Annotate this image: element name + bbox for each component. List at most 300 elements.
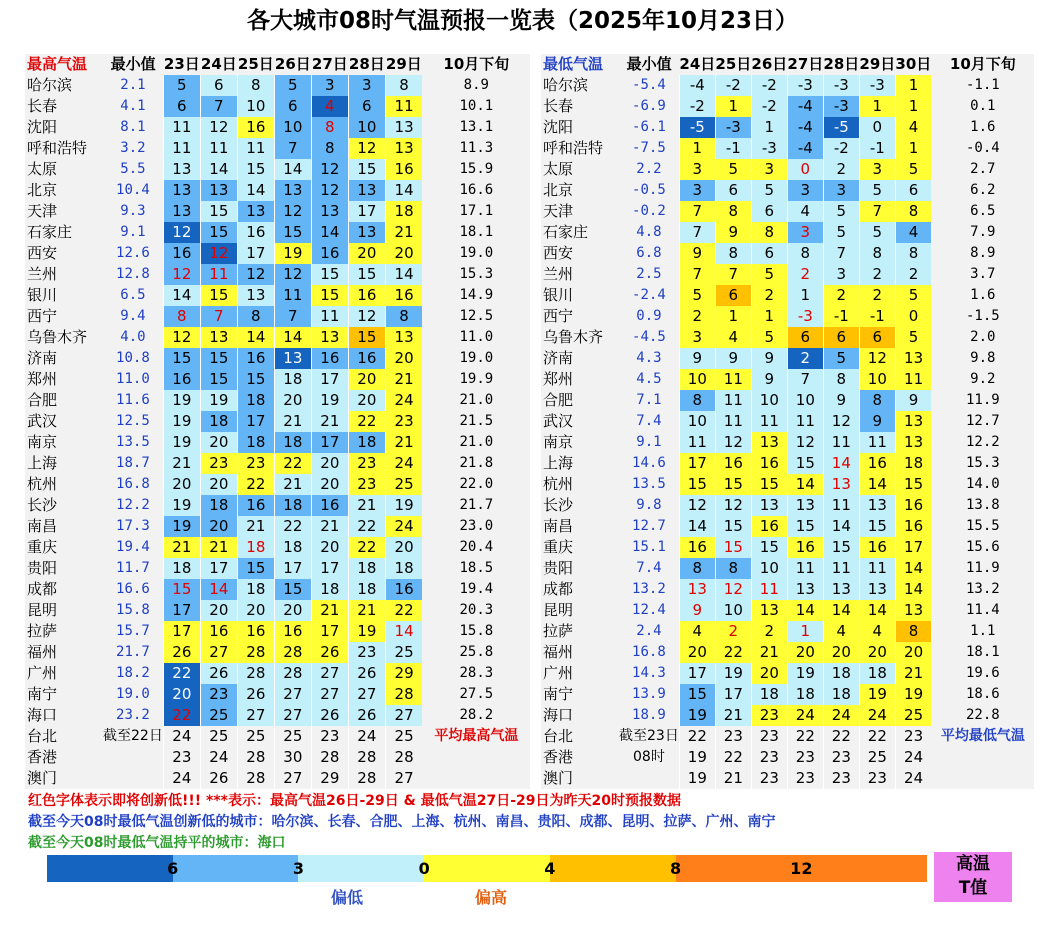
temp-cell: 25 <box>385 642 422 663</box>
min-note <box>619 768 679 789</box>
temp-cell: 7 <box>859 201 895 222</box>
temp-cell: 23 <box>348 453 385 474</box>
temp-cell: 12 <box>274 201 311 222</box>
min-value: 15.8 <box>103 600 163 621</box>
temp-cell: 17 <box>311 621 348 642</box>
temp-cell: 11 <box>385 96 422 117</box>
city-name: 合肥 <box>541 390 619 411</box>
temp-cell: 21 <box>274 474 311 495</box>
city-name: 北京 <box>541 180 619 201</box>
temp-cell: 6 <box>823 327 859 348</box>
temp-cell: 1 <box>895 138 931 159</box>
temp-cell: 17 <box>311 432 348 453</box>
temp-cell: 14 <box>787 600 823 621</box>
temp-cell: 15 <box>787 453 823 474</box>
temp-cell: 23 <box>348 642 385 663</box>
temp-cell: 1 <box>751 117 787 138</box>
temp-cell: 13 <box>787 495 823 516</box>
temp-cell: 15 <box>200 222 237 243</box>
temp-cell: 13 <box>385 327 422 348</box>
temp-cell: 15 <box>751 474 787 495</box>
temp-cell: 23 <box>751 747 787 768</box>
temp-cell: 18 <box>385 201 422 222</box>
temp-cell: 20 <box>385 348 422 369</box>
table-row <box>25 432 530 453</box>
min-value: 15.1 <box>619 537 679 558</box>
table-header-day: 26日 <box>751 55 788 73</box>
color-legend <box>47 855 927 882</box>
temp-cell: 8 <box>715 201 751 222</box>
temp-cell: 23 <box>823 747 859 768</box>
late-october-avg: 22.8 <box>931 705 1034 726</box>
temp-cell: 27 <box>274 684 311 705</box>
table-row <box>25 600 530 621</box>
legend-tick: 4 <box>544 859 556 878</box>
table-header-day: 28日 <box>823 55 860 73</box>
temp-cell: 12 <box>163 222 200 243</box>
late-october-avg: 14.0 <box>931 474 1034 495</box>
temp-cell: 25 <box>237 726 274 747</box>
temp-cell: 0 <box>895 306 931 327</box>
temp-cell: 5 <box>823 201 859 222</box>
min-value: 13.2 <box>619 579 679 600</box>
late-october-avg: 15.3 <box>422 264 530 285</box>
temp-cell: 17 <box>237 243 274 264</box>
temp-cell: 20 <box>385 537 422 558</box>
temp-cell: 20 <box>348 243 385 264</box>
temp-cell: 16 <box>163 243 200 264</box>
temp-cell: 14 <box>311 222 348 243</box>
table-row <box>25 768 530 789</box>
temp-cell: 24 <box>823 705 859 726</box>
table-row <box>541 243 1034 264</box>
city-name: 海口 <box>541 705 619 726</box>
late-october-avg: 21.0 <box>422 390 530 411</box>
temp-cell: 16 <box>385 579 422 600</box>
temp-cell: 14 <box>823 516 859 537</box>
temp-cell: 7 <box>679 264 715 285</box>
watermark <box>735 890 1035 918</box>
city-name: 杭州 <box>541 474 619 495</box>
temp-cell: 16 <box>385 285 422 306</box>
temp-cell: 2 <box>787 348 823 369</box>
temp-cell: 13 <box>895 411 931 432</box>
temp-cell: 23 <box>787 747 823 768</box>
temp-cell: 26 <box>163 642 200 663</box>
min-value: 3.2 <box>103 138 163 159</box>
table-row <box>25 327 530 348</box>
temp-cell: 15 <box>200 201 237 222</box>
table-row <box>541 642 1034 663</box>
temp-cell: 25 <box>385 726 422 747</box>
temp-cell: 9 <box>715 222 751 243</box>
temp-cell: 16 <box>237 495 274 516</box>
temp-cell: 9 <box>859 411 895 432</box>
temp-cell: 26 <box>200 768 237 789</box>
city-name: 重庆 <box>25 537 103 558</box>
temp-cell: 2 <box>823 159 859 180</box>
temp-cell: 26 <box>311 705 348 726</box>
temp-cell: 20 <box>237 600 274 621</box>
table-header-day: 29日 <box>859 55 896 73</box>
temp-cell: 16 <box>715 453 751 474</box>
temp-cell: 12 <box>200 243 237 264</box>
table-row <box>25 705 530 726</box>
temp-cell: 6 <box>348 96 385 117</box>
temp-cell: 28 <box>237 663 274 684</box>
temp-cell: 21 <box>715 768 751 789</box>
late-october-avg: 18.5 <box>422 558 530 579</box>
temp-cell: 18 <box>237 390 274 411</box>
legend-tick: 6 <box>167 859 179 878</box>
temp-cell: 13 <box>751 495 787 516</box>
temp-cell: 12 <box>715 579 751 600</box>
temp-cell: 18 <box>751 684 787 705</box>
temp-cell: 27 <box>311 684 348 705</box>
temp-cell: 16 <box>348 285 385 306</box>
temp-cell: 13 <box>823 474 859 495</box>
temp-cell: 15 <box>679 684 715 705</box>
temp-cell: 7 <box>715 264 751 285</box>
late-october-avg: 15.9 <box>422 159 530 180</box>
temp-cell: 23 <box>163 747 200 768</box>
temp-cell: 18 <box>823 684 859 705</box>
late-october-avg: 0.1 <box>931 96 1034 117</box>
table-row <box>25 642 530 663</box>
table-row <box>541 159 1034 180</box>
temp-cell: 12 <box>311 180 348 201</box>
avg-note <box>422 747 530 768</box>
temp-cell: 11 <box>895 369 931 390</box>
temp-cell: 9 <box>679 600 715 621</box>
note-red: 红色字体表示即将创新低!!! ***表示：最高气温26日-29日 & 最低气温27日-29日为昨天20时预报数据 <box>28 793 681 809</box>
temp-cell: 16 <box>311 495 348 516</box>
table-row <box>541 474 1034 495</box>
temp-cell: 23 <box>385 411 422 432</box>
table-row <box>25 747 530 768</box>
temp-cell: 16 <box>237 348 274 369</box>
temp-cell: 6 <box>751 243 787 264</box>
temp-cell: 14 <box>200 159 237 180</box>
temp-cell: 18 <box>237 432 274 453</box>
temp-cell: 23 <box>237 453 274 474</box>
city-name: 西宁 <box>25 306 103 327</box>
temp-cell: 20 <box>200 432 237 453</box>
temp-cell: 5 <box>751 264 787 285</box>
table-row <box>541 537 1034 558</box>
temp-cell: 10 <box>679 411 715 432</box>
temp-cell: 28 <box>237 768 274 789</box>
temp-cell: 29 <box>385 663 422 684</box>
table-row <box>541 579 1034 600</box>
temp-cell: 24 <box>895 768 931 789</box>
late-october-avg: 15.5 <box>931 516 1034 537</box>
temp-cell: 8 <box>895 243 931 264</box>
temp-cell: 21 <box>348 600 385 621</box>
temp-cell: 15 <box>859 516 895 537</box>
temp-cell: 12 <box>679 495 715 516</box>
temp-cell: 22 <box>715 747 751 768</box>
table-row <box>25 558 530 579</box>
temp-cell: 11 <box>787 411 823 432</box>
table-row <box>541 705 1034 726</box>
temp-cell: 22 <box>348 537 385 558</box>
temp-cell: 15 <box>715 537 751 558</box>
temp-cell: 28 <box>274 642 311 663</box>
temp-cell: 17 <box>348 201 385 222</box>
temp-cell: 24 <box>385 516 422 537</box>
table-row <box>541 327 1034 348</box>
temp-cell: 24 <box>163 768 200 789</box>
temp-cell: 23 <box>859 768 895 789</box>
temp-cell: 20 <box>679 642 715 663</box>
min-value: 9.3 <box>103 201 163 222</box>
min-value: 18.9 <box>619 705 679 726</box>
min-value: 18.2 <box>103 663 163 684</box>
temp-cell: 13 <box>237 285 274 306</box>
table-row <box>541 348 1034 369</box>
temp-cell: 16 <box>348 348 385 369</box>
city-name: 太原 <box>541 159 619 180</box>
late-october-avg: 18.1 <box>422 222 530 243</box>
temp-cell: 1 <box>715 96 751 117</box>
temp-cell: 18 <box>311 579 348 600</box>
temp-cell: 4 <box>787 201 823 222</box>
temp-cell: 3 <box>679 159 715 180</box>
temp-cell: 16 <box>237 222 274 243</box>
min-value: -5.4 <box>619 75 679 96</box>
city-name: 贵阳 <box>25 558 103 579</box>
temp-cell: 10 <box>715 600 751 621</box>
temp-cell: 8 <box>859 390 895 411</box>
legend-low-label: 偏低 <box>331 888 364 907</box>
temp-cell: 12 <box>715 495 751 516</box>
temp-cell: 16 <box>274 621 311 642</box>
temp-cell: 13 <box>385 117 422 138</box>
temp-cell: 19 <box>679 705 715 726</box>
late-october-avg: 12.2 <box>931 432 1034 453</box>
temp-cell: 11 <box>237 138 274 159</box>
temp-cell: 11 <box>823 432 859 453</box>
table-row <box>541 621 1034 642</box>
temp-cell: 18 <box>823 663 859 684</box>
temp-cell: 7 <box>200 96 237 117</box>
temp-cell: 19 <box>163 495 200 516</box>
temp-cell: 19 <box>787 663 823 684</box>
table-row <box>25 684 530 705</box>
late-october-avg: 12.5 <box>422 306 530 327</box>
city-name: 重庆 <box>541 537 619 558</box>
temp-cell: 3 <box>679 327 715 348</box>
temp-cell: 19 <box>715 663 751 684</box>
temp-cell: 24 <box>895 747 931 768</box>
avg-note <box>931 747 1034 768</box>
temp-cell: 20 <box>787 642 823 663</box>
temp-cell: 23 <box>311 726 348 747</box>
city-name: 合肥 <box>25 390 103 411</box>
temp-cell: 13 <box>895 600 931 621</box>
temp-cell: 5 <box>859 180 895 201</box>
temp-cell: 14 <box>859 474 895 495</box>
temp-cell: 3 <box>787 180 823 201</box>
temp-cell: 10 <box>787 390 823 411</box>
min-value: 16.8 <box>619 642 679 663</box>
temp-cell: 21 <box>237 516 274 537</box>
temp-cell: 1 <box>895 96 931 117</box>
temp-cell: -4 <box>787 96 823 117</box>
temp-cell: 3 <box>679 180 715 201</box>
table-row <box>541 726 1034 747</box>
temp-cell: 3 <box>348 75 385 96</box>
temp-cell: 5 <box>859 222 895 243</box>
min-value: 13.5 <box>103 432 163 453</box>
late-october-avg: 11.9 <box>931 558 1034 579</box>
temp-cell: 17 <box>163 621 200 642</box>
min-value: 10.8 <box>103 348 163 369</box>
temp-cell: 8 <box>715 243 751 264</box>
avg-note <box>422 768 530 789</box>
temp-cell: 18 <box>895 453 931 474</box>
city-name: 哈尔滨 <box>25 75 103 96</box>
min-value: 4.8 <box>619 222 679 243</box>
temp-cell: 19 <box>274 243 311 264</box>
city-name: 南京 <box>25 432 103 453</box>
temp-cell: 24 <box>163 726 200 747</box>
min-note: 截至22日 <box>103 726 163 747</box>
late-october-avg: 19.4 <box>422 579 530 600</box>
temp-cell: -3 <box>859 75 895 96</box>
temp-cell: 19 <box>163 390 200 411</box>
avg-note: 平均最高气温 <box>422 726 530 747</box>
temp-cell: 12 <box>787 432 823 453</box>
temp-cell: 16 <box>751 516 787 537</box>
temp-cell: 7 <box>274 306 311 327</box>
city-name: 太原 <box>25 159 103 180</box>
temp-cell: 13 <box>237 201 274 222</box>
min-value: 11.6 <box>103 390 163 411</box>
temp-cell: 14 <box>859 600 895 621</box>
temp-cell: 10 <box>679 369 715 390</box>
temp-cell: 11 <box>859 432 895 453</box>
temp-cell: 11 <box>787 558 823 579</box>
city-name: 乌鲁木齐 <box>25 327 103 348</box>
temp-cell: 12 <box>200 117 237 138</box>
temp-cell: 28 <box>348 747 385 768</box>
temp-cell: 13 <box>274 180 311 201</box>
temp-cell: 28 <box>348 768 385 789</box>
min-value: 9.1 <box>103 222 163 243</box>
min-value: 2.5 <box>619 264 679 285</box>
temp-cell: 22 <box>348 516 385 537</box>
min-value: 16.8 <box>103 474 163 495</box>
temp-cell: 16 <box>237 117 274 138</box>
temp-cell: -4 <box>787 138 823 159</box>
temp-cell: 17 <box>679 453 715 474</box>
table-row <box>541 768 1034 789</box>
min-value: -6.1 <box>619 117 679 138</box>
city-name: 武汉 <box>25 411 103 432</box>
temp-cell: 5 <box>895 159 931 180</box>
temp-cell: 15 <box>237 558 274 579</box>
temp-cell: 21 <box>895 663 931 684</box>
table-row <box>25 579 530 600</box>
city-name: 武汉 <box>541 411 619 432</box>
temp-cell: 25 <box>274 726 311 747</box>
temp-cell: 20 <box>823 642 859 663</box>
late-october-avg: -1.5 <box>931 306 1034 327</box>
temp-cell: 11 <box>859 558 895 579</box>
temp-cell: 21 <box>163 453 200 474</box>
table-row <box>25 159 530 180</box>
temp-cell: 18 <box>274 369 311 390</box>
late-october-avg: 28.3 <box>422 663 530 684</box>
min-value: 13.5 <box>619 474 679 495</box>
city-name: 石家庄 <box>541 222 619 243</box>
temp-cell: 11 <box>823 495 859 516</box>
min-value: 4.5 <box>619 369 679 390</box>
temp-cell: 27 <box>311 663 348 684</box>
temp-cell: 14 <box>895 579 931 600</box>
temp-cell: 28 <box>237 747 274 768</box>
table-row <box>541 75 1034 96</box>
table-row <box>541 264 1034 285</box>
temp-cell: 12 <box>348 138 385 159</box>
temp-cell: 4 <box>859 621 895 642</box>
min-value: 2.4 <box>619 621 679 642</box>
temp-cell: 28 <box>274 663 311 684</box>
temp-cell: 15 <box>274 222 311 243</box>
min-value: 18.7 <box>103 453 163 474</box>
city-name: 南昌 <box>25 516 103 537</box>
temp-cell: 22 <box>348 411 385 432</box>
temp-cell: 22 <box>679 726 715 747</box>
legend-seg-3 <box>298 855 430 882</box>
temp-cell: -1 <box>859 306 895 327</box>
temp-cell: 19 <box>385 495 422 516</box>
temp-cell: 24 <box>200 747 237 768</box>
late-october-avg: 9.8 <box>931 348 1034 369</box>
temp-cell: 13 <box>895 432 931 453</box>
city-name: 香港 <box>541 747 619 768</box>
min-value: 10.4 <box>103 180 163 201</box>
temp-cell: 5 <box>823 222 859 243</box>
temp-cell: 7 <box>679 201 715 222</box>
temp-cell: 12 <box>348 306 385 327</box>
city-name: 济南 <box>25 348 103 369</box>
table-row <box>25 348 530 369</box>
temp-cell: 5 <box>823 348 859 369</box>
temp-cell: 2 <box>895 264 931 285</box>
temp-cell: -1 <box>823 306 859 327</box>
hot-label: 高温 <box>956 854 990 874</box>
late-october-avg: 22.0 <box>422 474 530 495</box>
temp-cell: 9 <box>751 348 787 369</box>
temp-cell: 13 <box>163 159 200 180</box>
table-row <box>541 684 1034 705</box>
temp-cell: 26 <box>200 663 237 684</box>
late-october-avg: 6.5 <box>931 201 1034 222</box>
temp-cell: 13 <box>200 180 237 201</box>
temp-cell: 27 <box>237 705 274 726</box>
table-header-label: 最低气温 <box>543 55 604 73</box>
min-value: 4.0 <box>103 327 163 348</box>
temp-cell: 21 <box>200 537 237 558</box>
temp-cell: 4 <box>823 621 859 642</box>
temp-cell: 22 <box>274 516 311 537</box>
temp-cell: 25 <box>200 705 237 726</box>
temp-cell: 10 <box>751 558 787 579</box>
temp-cell: 26 <box>311 642 348 663</box>
